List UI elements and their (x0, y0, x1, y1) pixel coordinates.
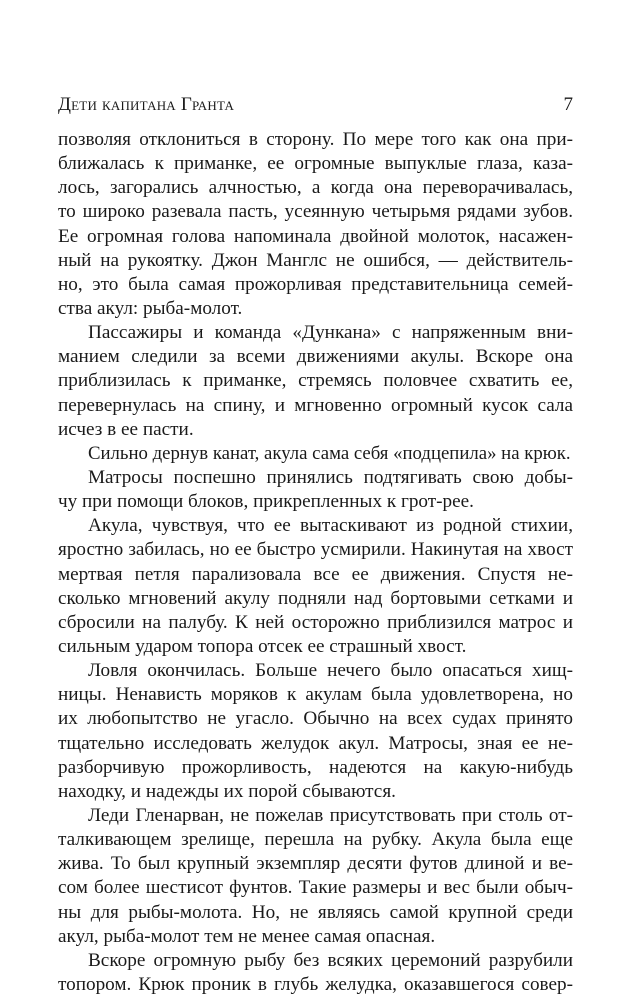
text-line: Матросы поспешно принялись подтягивать свою добы- (88, 466, 573, 488)
text-line: акул, рыба-молот тем не менее самая опасная. (58, 925, 436, 947)
text-line: сильным ударом топора отсек ее страшный хвост. (58, 635, 467, 657)
running-head (58, 94, 573, 120)
text-line: ницы. Ненависть моряков к акулам была удовлетворена, но (58, 684, 573, 706)
page-number: 7 (563, 94, 573, 115)
text-line: находку, и надежды их порой сбываются. (58, 780, 396, 802)
text-line: сом более шестисот фунтов. Такие размеры и вес были обыч- (58, 877, 573, 899)
text-line: исчез в ее пасти. (58, 418, 194, 440)
text-line: ства акул: рыба-молот. (58, 297, 243, 319)
text-line: тщательно исследовать желудок акул. Матросы, зная ее не- (58, 732, 573, 754)
text-line: ближалась к приманке, ее огромные выпуклые глаза, каза- (58, 153, 573, 175)
text-line: чу при помощи блоков, прикрепленных к грот-рее. (58, 491, 474, 513)
text-line: сбросили на палубу. К ней осторожно приблизился матрос и (58, 611, 573, 633)
text-line: Леди Гленарван, не пожелав присутствовать при столь от- (88, 804, 573, 826)
text-line: приблизилась к приманке, стремясь половчее схватить ее, (58, 370, 573, 392)
text-line: Ловля окончилась. Больше нечего было опасаться хищ- (88, 660, 573, 682)
text-line: топором. Крюк проник в глубь желудка, оказавшегося совер- (58, 973, 573, 995)
text-line: ный на рукоятку. Джон Манглс не ошибся, — действитель- (58, 249, 573, 271)
text-line: Акула, чувствуя, что ее вытаскивают из родной стихии, (88, 515, 573, 537)
body-text (58, 128, 573, 997)
text-line: Пассажиры и команда «Дункана» с напряженным вни- (88, 322, 573, 344)
text-line: Сильно дернув канат, акула сама себя «подцепила» на крюк. (88, 442, 571, 464)
text-line: их любопытство не угасло. Обычно на всех судах принято (58, 708, 573, 730)
text-line: ны для рыбы-молота. Но, не являясь самой крупной среди (58, 901, 573, 923)
text-line: яростно забилась, но ее быстро усмирили. Накинутая на хвост (58, 539, 573, 561)
text-line: мертвая петля парализовала все ее движения. Спустя не- (58, 563, 573, 585)
text-line: сколько мгновений акулу подняли над бортовыми сетками и (58, 587, 573, 609)
text-line: талкивающем зрелище, перешла на рубку. Акула была еще (58, 829, 573, 851)
running-title: Дети капитана Гранта (58, 94, 235, 115)
text-line: но, это была самая прожорливая представительница семей- (58, 273, 573, 295)
text-line: то широко разевала пасть, усеянную четырьмя рядами зубов. (58, 201, 573, 223)
text-line: манием следили за всеми движениями акулы. Вскоре она (58, 346, 573, 368)
text-line: жива. То был крупный экземпляр десяти футов длиной и ве- (58, 853, 573, 875)
text-line: позволяя отклониться в сторону. По мере того как она при- (58, 129, 573, 150)
text-line: перевернулась на спину, и мгновенно огромный кусок сала (58, 394, 573, 416)
text-line: Ее огромная голова напоминала двойной молоток, насажен- (58, 225, 573, 247)
text-line: разборчивую прожорливость, надеются на какую-нибудь (58, 756, 573, 778)
text-line: Вскоре огромную рыбу без всяких церемоний разрубили (88, 949, 573, 971)
text-line: лось, загорались алчностью, а когда она переворачивалась, (58, 177, 573, 199)
